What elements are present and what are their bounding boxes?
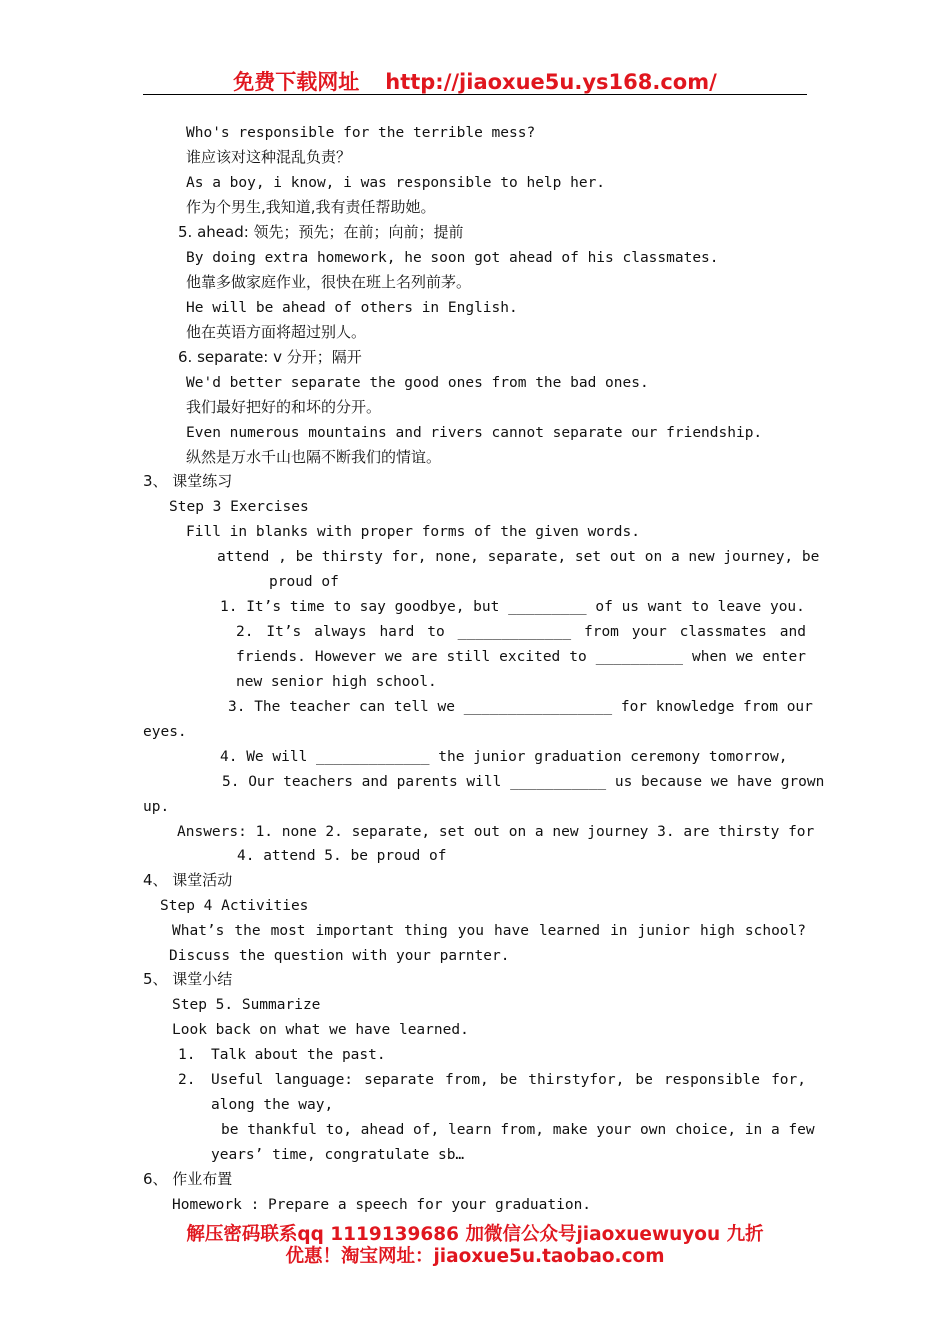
text-line: 他靠多做家庭作业，很快在班上名列前茅。	[186, 273, 472, 291]
answers: Answers: 1. none 2. separate, set out on a new journey 3. are thirsty for	[177, 824, 815, 840]
text-line: Look back on what we have learned.	[172, 1022, 469, 1038]
text-line: We'd better separate the good ones from the bad ones.	[186, 375, 649, 391]
list-number: 1.	[178, 1047, 196, 1063]
text-line: He will be ahead of others in English.	[186, 300, 518, 316]
step-title: Step 5. Summarize	[172, 997, 321, 1013]
word-bank: attend , be thirsty for, none, separate, set out on a new journey, be	[217, 549, 820, 565]
page-header	[0, 66, 950, 96]
vocab-heading: 6. separate: v 分开；隔开	[178, 348, 362, 366]
list-number: 2.	[178, 1072, 196, 1088]
text-line: Even numerous mountains and rivers cannot separate our friendship.	[186, 425, 763, 441]
step-title: Step 3 Exercises	[169, 499, 309, 515]
step-title: Step 4 Activities	[160, 898, 309, 914]
text-line: By doing extra homework, he soon got ahead of his classmates.	[186, 250, 719, 266]
section-heading: 6、 作业布置	[143, 1170, 233, 1188]
list-item: Useful language: separate from, be thirstyfor, be responsible for,	[211, 1072, 806, 1088]
list-item: Talk about the past.	[211, 1047, 386, 1063]
answers: 4. attend 5. be proud of	[237, 848, 447, 864]
list-item: be thankful to, ahead of, learn from, make your own choice, in a few	[221, 1122, 815, 1138]
list-item: along the way,	[211, 1097, 334, 1113]
exercise-item: up.	[143, 799, 170, 815]
exercise-item: 3. The teacher can tell we _________________ for knowledge from our	[228, 699, 813, 715]
text-line: Homework : Prepare a speech for your graduation.	[172, 1197, 592, 1213]
text-line: 我们最好把好的和坏的分开。	[186, 398, 382, 416]
text-line: Fill in blanks with proper forms of the given words.	[186, 524, 640, 540]
text-line: 作为个男生,我知道,我有责任帮助她。	[186, 198, 436, 216]
text-line: Discuss the question with your parnter.	[169, 948, 510, 964]
word-bank: proud of	[269, 574, 339, 590]
text-line: What’s the most important thing you have learned in junior high school?	[172, 923, 806, 939]
section-heading: 3、 课堂练习	[143, 472, 233, 490]
exercise-item: 4. We will _____________ the junior graduation ceremony tomorrow,	[220, 749, 788, 765]
text-line: 纵然是万水千山也隔不断我们的情谊。	[186, 448, 442, 466]
text-line: As a boy, i know, i was responsible to help her.	[186, 175, 606, 191]
footer-line: 优惠！淘宝网址：jiaoxue5u.taobao.com	[285, 1246, 665, 1267]
text-line: 谁应该对这种混乱负责？	[186, 148, 352, 166]
exercise-item: new senior high school.	[236, 674, 437, 690]
text-line: 他在英语方面将超过别人。	[186, 323, 367, 341]
header-url-link[interactable]: http://jiaoxue5u.ys168.com/	[385, 70, 717, 94]
text-line: Who's responsible for the terrible mess?	[186, 125, 536, 141]
footer-line: 解压密码联系qq 1119139686 加微信公众号jiaoxuewuyou 九折	[186, 1224, 764, 1245]
exercise-item: 2. It’s always hard to _____________ from your classmates and	[236, 624, 806, 640]
vocab-heading: 5. ahead: 领先；预先；在前；向前；提前	[178, 223, 464, 241]
section-heading: 4、 课堂活动	[143, 871, 233, 889]
list-item: years’ time, congratulate sb…	[211, 1147, 465, 1163]
exercise-item: eyes.	[143, 724, 187, 740]
section-heading: 5、 课堂小结	[143, 970, 233, 988]
exercise-item: 1. It’s time to say goodbye, but _________ of us want to leave you.	[220, 599, 805, 615]
header-label: 免费下载网址	[233, 70, 360, 94]
exercise-item: friends. However we are still excited to __________ when we enter	[236, 649, 806, 665]
header-divider	[143, 94, 807, 95]
exercise-item: 5. Our teachers and parents will ___________ us because we have grown	[222, 774, 825, 790]
